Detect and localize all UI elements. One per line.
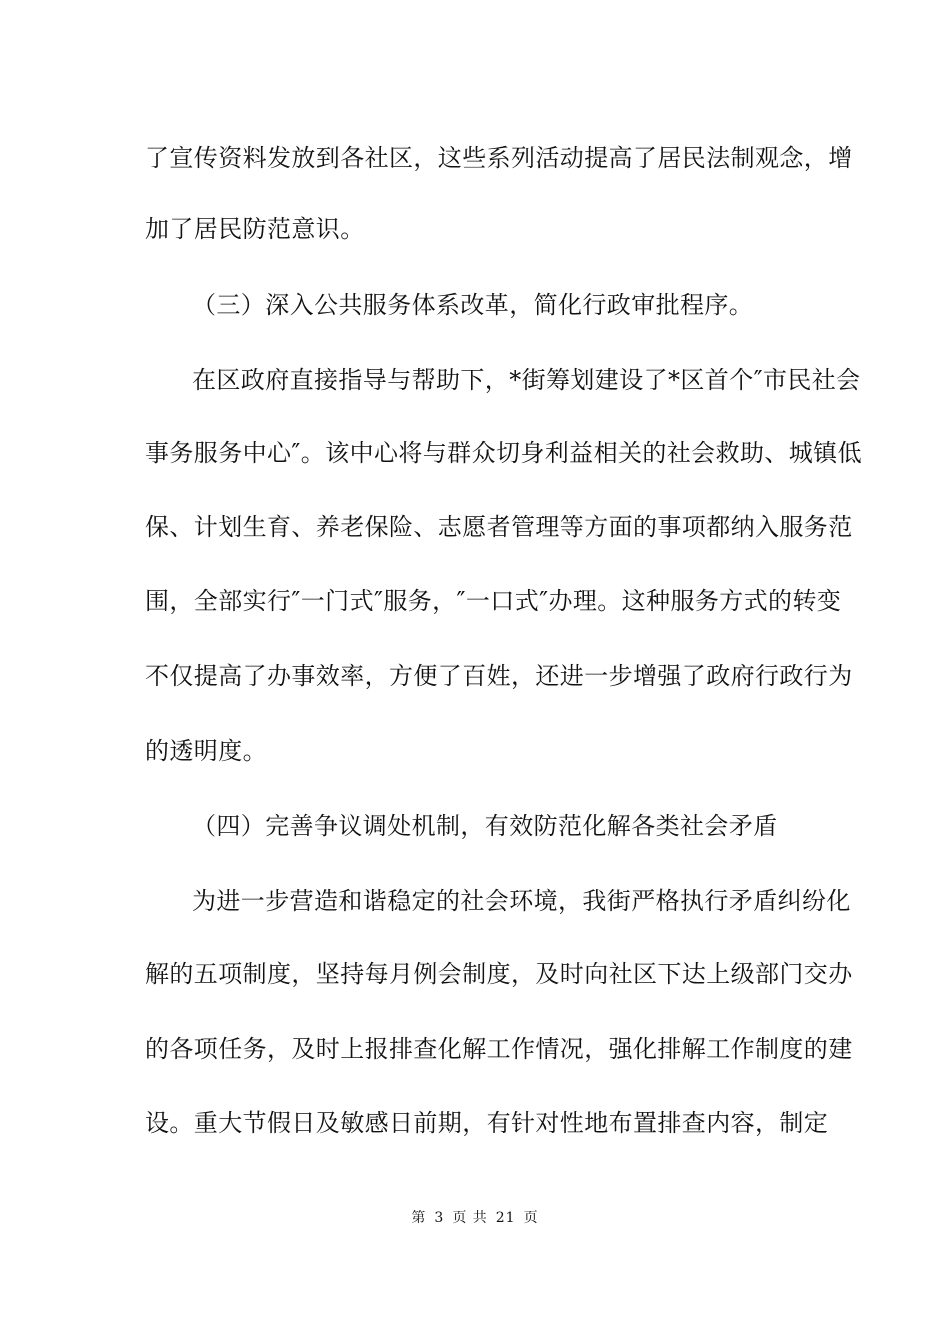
paragraph-line: 加了居民防范意识。 [145,215,365,243]
paragraph-line: 不仅提高了办事效率，方便了百姓，还进一步增强了政府行政行为 [145,662,853,690]
section-heading-4: （四）完善争议调处机制，有效防范化解各类社会矛盾 [192,812,778,840]
footer-current-page: 3 [434,1210,445,1226]
page-number-footer [0,1208,950,1228]
paragraph-line: 解的五项制度，坚持每月例会制度，及时向社区下达上级部门交办 [145,960,853,988]
paragraph-line: 保、计划生育、养老保险、志愿者管理等方面的事项都纳入服务范 [145,513,853,541]
footer-prefix: 第 [411,1210,427,1226]
paragraph-line: 围，全部实行″一门式″服务，″一口式″办理。这种服务方式的转变 [145,587,842,615]
paragraph-line: 为进一步营造和谐稳定的社会环境，我街严格执行矛盾纠纷化 [192,887,851,915]
paragraph-line: 的各项任务，及时上报排查化解工作情况，强化排解工作制度的建 [145,1035,853,1063]
paragraph-line: 的透明度。 [145,737,267,765]
footer-total-pages: 21 [495,1210,516,1226]
paragraph-line: 在区政府直接指导与帮助下，*街筹划建设了*区首个″市民社会 [192,366,861,394]
paragraph-line: 了宣传资料发放到各社区，这些系列活动提高了居民法制观念，增 [145,144,853,172]
section-heading-3: （三）深入公共服务体系改革，简化行政审批程序。 [192,291,754,319]
paragraph-line: 事务服务中心″。该中心将与群众切身利益相关的社会救助、城镇低 [145,439,862,467]
footer-middle: 页 共 [452,1210,488,1226]
paragraph-line: 设。重大节假日及敏感日前期，有针对性地布置排查内容，制定 [145,1109,829,1137]
footer-suffix: 页 [523,1210,539,1226]
